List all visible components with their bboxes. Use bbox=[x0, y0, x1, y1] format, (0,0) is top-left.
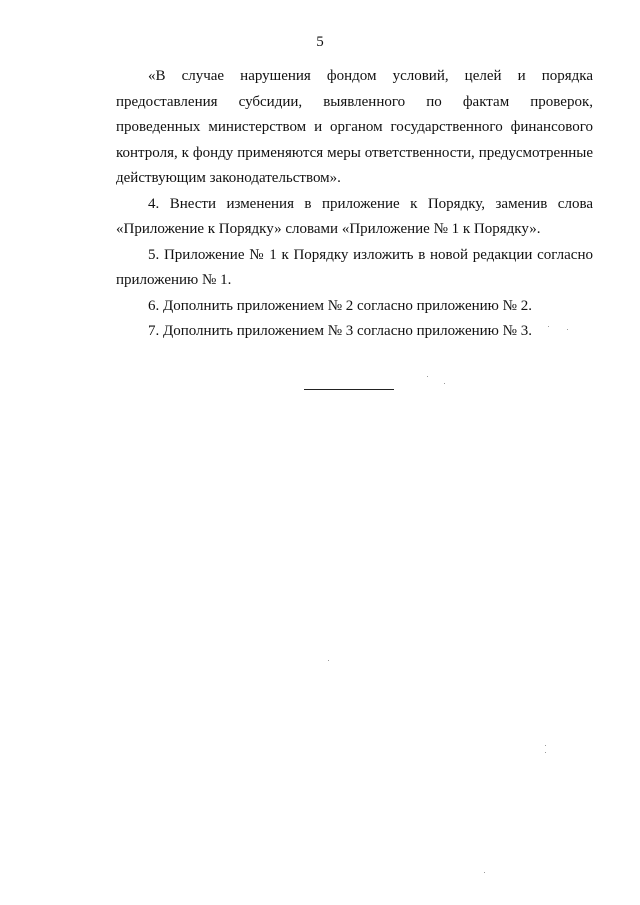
end-of-text-rule bbox=[304, 389, 394, 390]
scan-speck bbox=[545, 752, 546, 753]
paragraph-item-6: 6. Дополнить приложением № 2 согласно приложению № 2. bbox=[148, 297, 532, 314]
scan-speck bbox=[545, 745, 546, 746]
scan-speck bbox=[484, 872, 485, 873]
page-number: 5 bbox=[316, 34, 324, 50]
scan-speck bbox=[427, 376, 428, 377]
paragraph-item-5: 5. Приложение № 1 к Порядку изложить в новой редакции согласно приложению № 1. bbox=[116, 246, 593, 288]
document-body bbox=[116, 64, 593, 345]
scan-speck bbox=[567, 329, 568, 330]
paragraph-item-7: 7. Дополнить приложением № 3 согласно приложению № 3. bbox=[148, 323, 532, 339]
paragraph-item-4: 4. Внести изменения в приложение к Порядку, заменив слова «Приложение к Порядку» словами «Приложение № 1 к Порядку». bbox=[116, 195, 593, 237]
scan-speck bbox=[548, 326, 549, 327]
scan-speck bbox=[328, 660, 329, 661]
scan-speck bbox=[444, 383, 445, 384]
paragraph-responsibility: «В случае нарушения фондом условий, целей и порядка предоставления субсидии, выявленного по фактам проверок, проведенных министерством и органом государственного финансового контроля, к фонду применяются меры ответственности, предусмотренные действующим законодательством». bbox=[116, 68, 593, 186]
